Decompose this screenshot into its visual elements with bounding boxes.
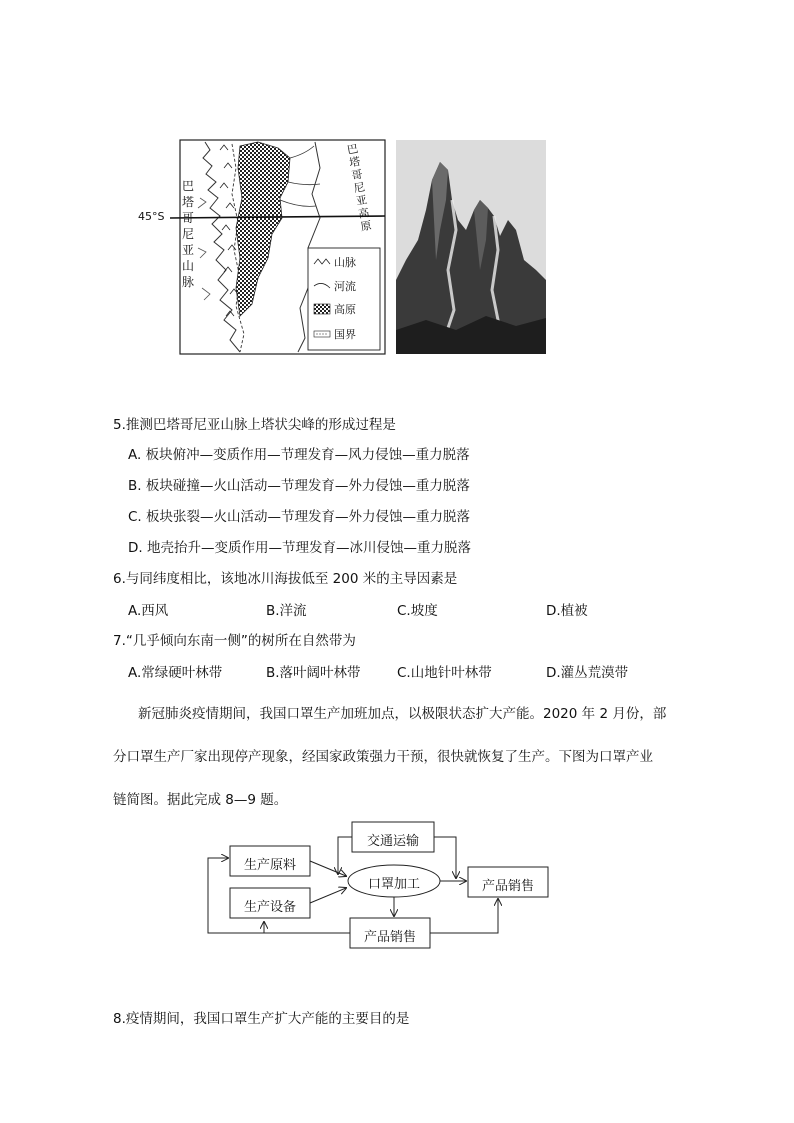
mountain-peak-photo [396,140,546,354]
context-paragraph-line-1: 新冠肺炎疫情期间，我国口罩生产加班加点，以极限状态扩大产能。2020 年 2 月份，部 [138,706,667,722]
question-6-option-c: C.坡度 [397,603,438,619]
raw-materials-label: 生产原料 [243,858,296,873]
question-7-stem: 7.“几乎倾向东南一侧”的树所在自然带为 [113,633,356,649]
context-paragraph-line-2: 分口罩生产厂家出现停产现象，经国家政策强力干预，很快就恢复了生产。下图为口罩产业 [113,749,653,765]
legend-river-label: 河流 [334,280,356,293]
question-5-option-d: D. 地壳抬升—变质作用—节理发育—冰川侵蚀—重力脱落 [128,540,471,556]
question-7-option-c: C.山地针叶林带 [397,665,492,681]
mountain-range-text: 巴塔哥尼亚山脉 [182,179,195,289]
context-paragraph-line-3: 链简图。据此完成 8—9 题。 [113,792,288,808]
question-7-option-b: B.落叶阔叶林带 [266,665,361,681]
latitude-label: 45°S [138,210,165,223]
question-6-stem: 6.与同纬度相比，该地冰川海拔低至 200 米的主导因素是 [113,571,458,587]
question-5-option-a: A. 板块俯冲—变质作用—节理发育—风力侵蚀—重力脱落 [128,447,470,463]
mountain-range-label [182,178,198,290]
legend-mountain-label: 山脉 [334,256,356,269]
plateau-label-text: 巴塔哥尼亚高原 [346,142,373,234]
sales-bottom-label: 产品销售 [363,930,416,945]
question-6-option-d: D.植被 [546,603,588,619]
question-8-stem: 8.疫情期间，我国口罩生产扩大产能的主要目的是 [113,1011,410,1027]
sales-right-label: 产品销售 [481,879,534,894]
mask-processing-label: 口罩加工 [367,877,420,892]
peak-photo-illustration [396,140,546,354]
legend-plateau-label: 高原 [334,303,356,316]
transport-label: 交通运输 [366,834,419,849]
question-5-option-c: C. 板块张裂—火山活动—节理发育—外力侵蚀—重力脱落 [128,509,471,525]
question-5-option-b: B. 板块碰撞—火山活动—节理发育—外力侵蚀—重力脱落 [128,478,470,494]
question-6-option-a: A.西风 [128,603,169,619]
patagonia-map-figure [140,138,390,356]
mask-industry-chain-diagram [200,818,560,952]
question-7-option-a: A.常绿硬叶林带 [128,665,223,681]
question-5-stem: 5.推测巴塔哥尼亚山脉上塔状尖峰的形成过程是 [113,417,396,433]
equipment-label: 生产设备 [243,900,296,915]
question-6-option-b: B.洋流 [266,603,307,619]
question-7-option-d: D.灌丛荒漠带 [546,665,629,681]
legend-plateau-icon [314,304,330,314]
legend-border-label: 国界 [334,328,356,341]
